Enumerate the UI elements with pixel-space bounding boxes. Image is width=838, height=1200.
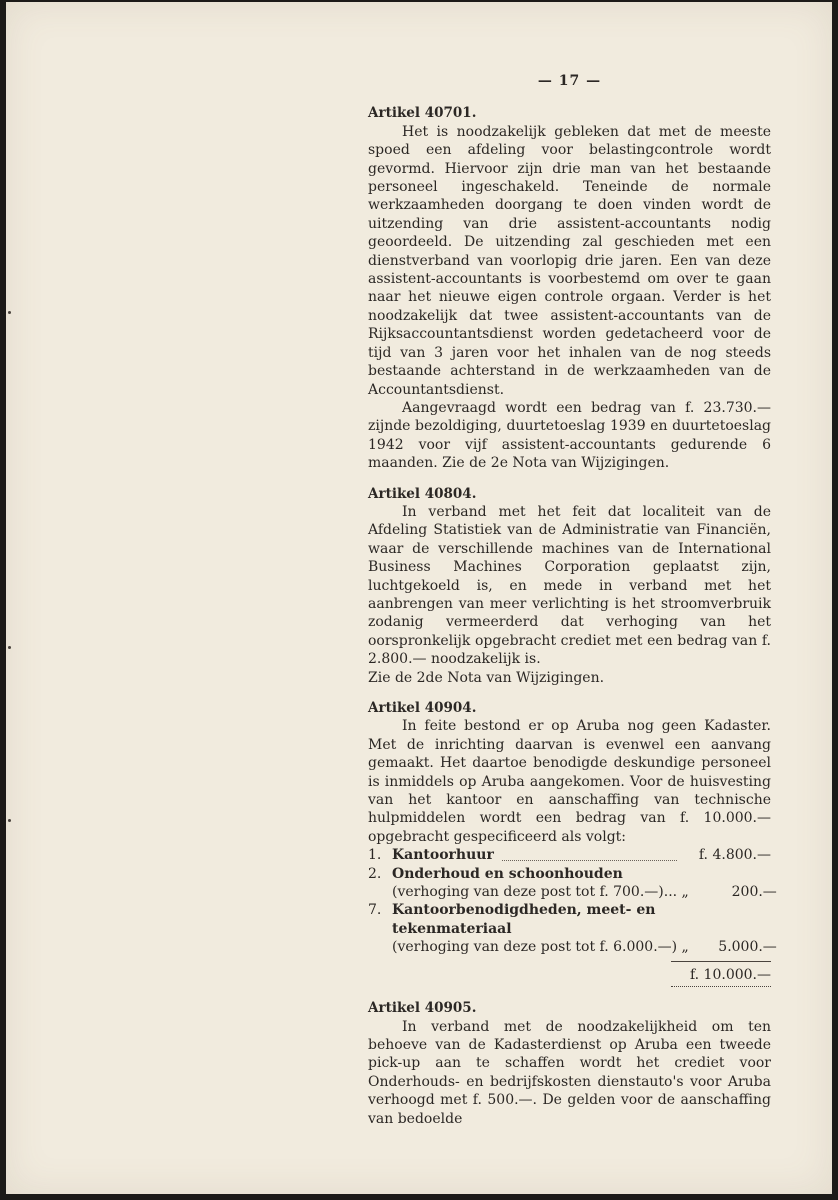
margin-mark [8, 646, 11, 649]
item-name: Kantoorbenodigdheden, meet- en tekenmateriaal [392, 902, 656, 937]
section-artikel-40904 [368, 699, 777, 987]
section-heading: Artikel 40701. [368, 105, 477, 122]
section-artikel-40804 [368, 485, 771, 687]
total-row [368, 961, 771, 987]
item-detail: (verhoging van deze post tot f. 6.000.—) „ [392, 939, 689, 956]
paragraph: Het is noodzakelijk gebleken dat met de meeste spoed een afdeling voor belastingcontrole wordt gevormd. Hiervoor zijn drie man van het bestaande personeel ingeschakeld. Teneinde de normale werkzaamheden doorgang te doen vinden wordt de uitzending van drie assistent-accountants nodig geoordeeld. De uitzending zal geschieden met een dienstverband van voorlopig drie jaren. Een van deze assistent-accountants is voorbestemd om over te gaan naar het nieuwe eigen controle orgaan. Verder is het noodzakelijk dat twee assistent-accountants van de Rijksaccountantsdienst worden gedetacheerd voor de tijd van 3 jaren voor het inhalen van de nog steeds bestaande achterstand in de werkzaamheden van de Accountantsdienst. [368, 123, 771, 398]
paragraph: Aangevraagd wordt een bedrag van f. 23.730.— zijnde bezoldiging, duurtetoeslag 1939 en duurtetoeslag 1942 voor vijf assistent-accountants gedurende 6 maanden. Zie de 2e Nota van Wijzigingen. [368, 399, 771, 472]
item-amount: 200.— [731, 884, 777, 901]
item-name: Kantoorhuur [392, 847, 494, 864]
cost-item [368, 865, 777, 902]
item-amount: f. 4.800.— [698, 847, 771, 864]
section-artikel-40701 [368, 104, 771, 472]
cost-item [368, 846, 771, 864]
cost-item [368, 901, 777, 956]
section-heading: Artikel 40904. [368, 700, 477, 716]
paragraph: In verband met de noodzakelijkheid om ten behoeve van de Kadasterdienst op Aruba een tweede pick-up aan te schaffen wordt het crediet voor Onderhouds- en bedrijfskosten dienstauto's voor Aruba verhoogd met f. 500.—. De gelden voor de aanschaffing van bedoelde [368, 1018, 771, 1127]
scanned-page [6, 2, 832, 1194]
item-number: 1. [368, 847, 382, 864]
margin-mark [8, 311, 11, 314]
item-number: 7. [368, 902, 382, 919]
item-amount: 5.000.— [718, 939, 777, 956]
total-amount: f. 10.000.— [671, 961, 771, 987]
item-detail: (verhoging van deze post tot f. 700.—)... „ [392, 884, 689, 901]
section-artikel-40905 [368, 999, 771, 1128]
page-number: — 17 — [537, 73, 602, 89]
item-name: Onderhoud en schoonhouden [392, 865, 623, 882]
dot-leader [502, 860, 677, 861]
section-heading: Artikel 40804. [368, 485, 477, 502]
text-column [368, 72, 777, 1140]
paragraph: In feite bestond er op Aruba nog geen Kadaster. Met de inrichting daarvan is evenwel een aanvang gemaakt. Het daartoe benodigde deskundige personeel is inmiddels op Aruba aangekomen. Voor de huisvesting van het kantoor en aanschaffing van technische hulpmiddelen wordt een bedrag van f. 10.000.— opgebracht gespecificeerd als volgt: [368, 718, 771, 845]
section-heading: Artikel 40905. [368, 1000, 477, 1017]
paragraph: Zie de 2de Nota van Wijzigingen. [368, 669, 605, 686]
margin-mark [8, 819, 11, 822]
item-number: 2. [368, 865, 382, 882]
paragraph: In verband met het feit dat localiteit van de Afdeling Statistiek van de Administratie van Financiën, waar de verschillende machines van de International Business Machines Corporation geplaatst zijn, luchtgekoeld is, en mede in verband met het aanbrengen van meer verlichting is het stroomverbruik zodanig vermeerderd dat verhoging van het oorspronkelijk opgebracht crediet met een bedrag van f. 2.800.— noodzakelijk is. [368, 503, 771, 668]
